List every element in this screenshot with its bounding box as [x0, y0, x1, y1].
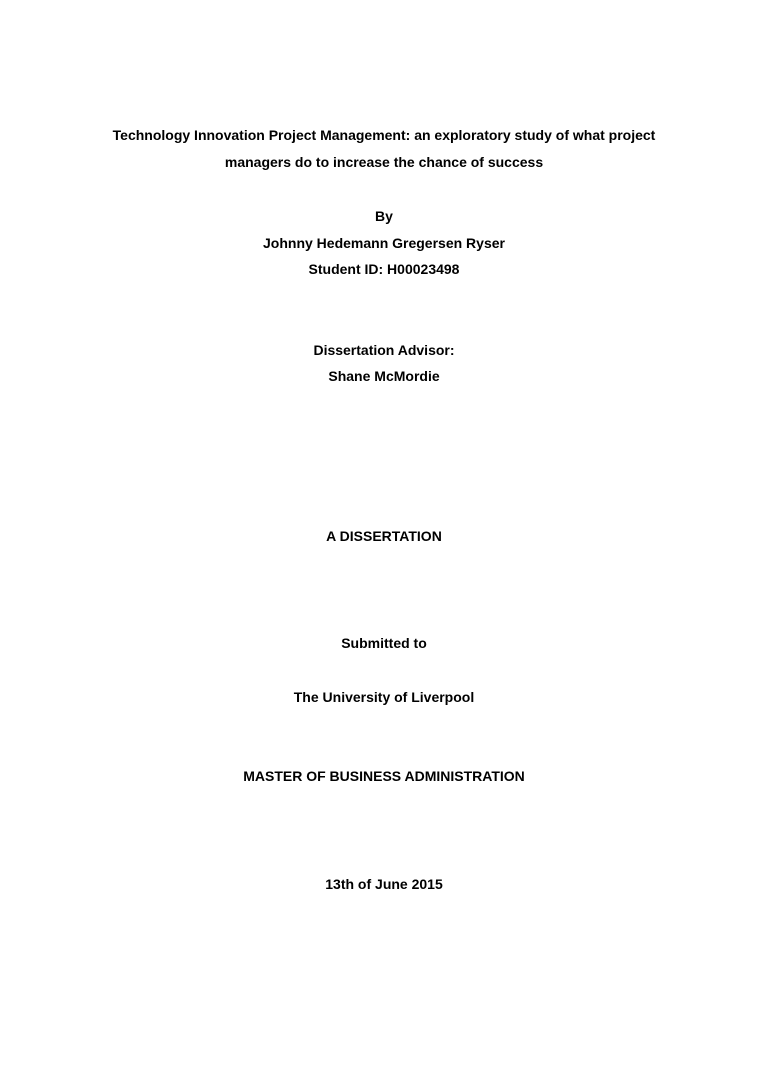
- submitted-to-label: Submitted to: [341, 635, 427, 651]
- author-name: Johnny Hedemann Gregersen Ryser: [263, 235, 505, 251]
- university-name: The University of Liverpool: [293, 689, 475, 705]
- student-id: Student ID: H00023498: [308, 261, 460, 277]
- advisor-label: Dissertation Advisor:: [313, 342, 455, 358]
- by-label: By: [375, 208, 393, 224]
- submission-date: 13th of June 2015: [325, 876, 443, 892]
- title-line-1: Technology Innovation Project Management: an exploratory study of what project: [112, 127, 656, 143]
- title-line-2: managers do to increase the chance of success: [224, 154, 544, 170]
- degree-name: MASTER OF BUSINESS ADMINISTRATION: [243, 768, 525, 784]
- document-type: A DISSERTATION: [326, 528, 442, 544]
- advisor-name: Shane McMordie: [328, 368, 440, 384]
